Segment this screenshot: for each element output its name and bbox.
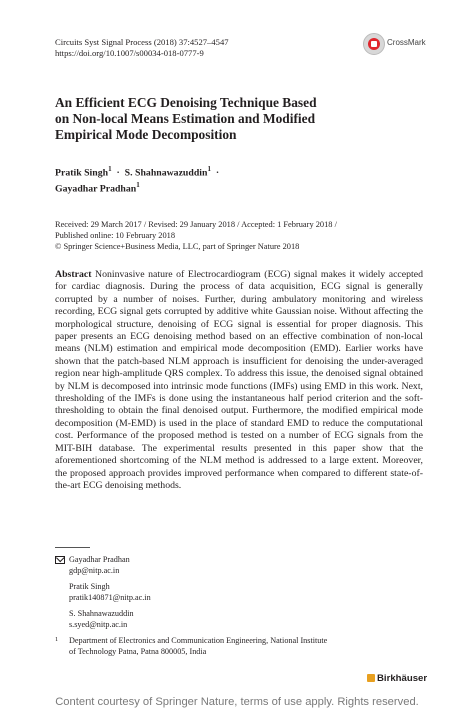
contact-name: Gayadhar Pradhan	[69, 555, 130, 564]
abstract-text: Noninvasive nature of Electrocardiogram (ECG) signal makes it widely accepted for cardiac diagnosis. During the process of data acquisition, ECG signal is generally corrupted by a number of noises. Further, during ambulatory monitoring and wireless recording, ECG signal gets corrupted by additive white Gaussian noise. Without affecting the morphological structure, denoising of ECG signal is essential for proper diagnosis. This paper presents an ECG denoising method based on an effective combination of non-local means (NLM) estimation and empirical mode decomposition (EMD). Earlier works have shown that the patch-based NLM approach is insufficient for denoising the under-averaged region near high-amplitude QRS complex. To address this issue, the denoised signal obtained by NLM is decomposed into intrinsic mode functions (IMFs) using EMD in this work. Next, thresholding of the IMFs is done using the instantaneous half period criterion and the soft-thresholding to obtain the final denoised output. Furthermore, the modified empirical mode decomposition (M-EMD) is used in the place of standard EMD to reduce the computational cost. Performance of the proposed method is tested on a number of ECG signals from the MIT-BIH database. The experimental results presented in this paper show that the aforementioned shortcoming of the NLM method is addressed to a large extent. Moreover, the proposed approach provides improved performance when compared to different state-of-the-art ECG denoising methods.	[55, 269, 423, 491]
contact-email[interactable]: s.syed@nitp.ac.in	[69, 619, 128, 629]
author-name[interactable]: Pratik Singh	[55, 167, 109, 179]
publisher-logo	[367, 673, 427, 684]
affiliation-line: of Technology Patna, Patna 800005, India	[69, 646, 207, 656]
contact-email[interactable]: gdp@nitp.ac.in	[69, 565, 120, 575]
affiliation-line: Department of Electronics and Communication Engineering, National Institute	[69, 636, 328, 645]
paper-title	[55, 95, 415, 143]
contact-name: Pratik Singh	[69, 582, 110, 591]
dates-line: Received: 29 March 2017 / Revised: 29 January 2018 / Accepted: 1 February 2018 /	[55, 220, 337, 229]
doi-link[interactable]: https://doi.org/10.1007/s00034-018-0777-9	[55, 48, 204, 58]
title-line: An Efficient ECG Denoising Technique Based	[55, 95, 317, 110]
contact-entry	[69, 609, 151, 630]
title-line: on Non-local Means Estimation and Modified	[55, 111, 316, 126]
journal-citation: Circuits Syst Signal Process (2018) 37:4527–4547	[55, 37, 229, 47]
contact-list	[55, 555, 151, 636]
publisher-name: Birkhäuser	[377, 673, 428, 684]
author-affil-sup: 1	[136, 181, 140, 190]
author-name[interactable]: S. Shahnawazuddin	[124, 167, 208, 179]
courtesy-notice: Content courtesy of Springer Nature, terms of use apply. Rights reserved.	[55, 696, 419, 708]
author-affil-sup: 1	[108, 165, 112, 173]
envelope-icon	[55, 556, 65, 564]
author-name[interactable]: Gayadhar Pradhan	[55, 183, 137, 195]
contact-entry	[69, 582, 151, 603]
footnote-divider	[55, 547, 90, 548]
crossmark-icon	[363, 33, 385, 55]
crossmark-label: CrossMark	[387, 38, 426, 47]
affiliation	[55, 636, 355, 657]
dates-line: Published online: 10 February 2018	[55, 230, 176, 240]
contact-entry	[69, 555, 151, 576]
publication-dates	[55, 220, 435, 252]
author-affil-sup: 1	[207, 165, 211, 173]
affiliation-number: 1	[55, 636, 59, 643]
abstract	[55, 269, 423, 492]
author-list: Pratik Singh$^1$ · S. Shahnawazuddin$^1$ · Gayadhar Pradhan$^1$	[55, 165, 220, 195]
contact-name: S. Shahnawazuddin	[69, 609, 134, 618]
abstract-heading: Abstract	[55, 269, 92, 280]
title-line: Empirical Mode Decomposition	[55, 127, 237, 142]
contact-email[interactable]: pratik140871@nitp.ac.in	[69, 592, 151, 602]
copyright-line: © Springer Science+Business Media, LLC, part of Springer Nature 2018	[55, 241, 300, 251]
birkhauser-logo-icon	[367, 674, 375, 682]
crossmark-badge[interactable]	[363, 33, 453, 55]
journal-header	[55, 37, 229, 59]
